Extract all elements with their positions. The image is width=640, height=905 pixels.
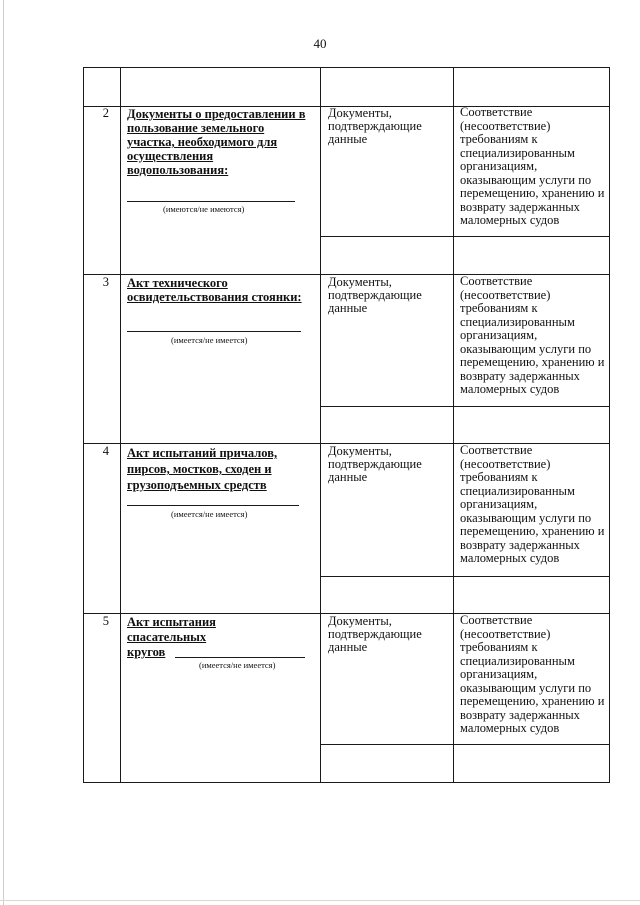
table-right-border xyxy=(609,67,610,783)
compliance-text: Соответствие (несоответствие) требованиям к специализированным организациям, оказывающим услуги по перемещению, хранению и возврату задержанных маломерных судов xyxy=(460,274,605,396)
page-number: 40 xyxy=(313,36,327,51)
presence-caption: (имеется/не имеется) xyxy=(171,335,248,345)
row-number: 2 xyxy=(102,106,109,120)
supporting-docs: Документы, подтверждающие данные xyxy=(328,106,422,146)
signature-line xyxy=(127,505,299,506)
column-divider xyxy=(453,67,454,783)
row-number: 4 xyxy=(102,444,109,458)
column-divider xyxy=(120,67,121,783)
row-title: Акт технического освидетельствования стоянки: xyxy=(127,276,302,304)
row-title: Акт испытаний причалов, пирсов, мостков, сходен и грузоподъемных средств xyxy=(127,446,278,492)
signature-line xyxy=(175,657,305,658)
subrow-divider xyxy=(320,406,609,407)
subrow-divider xyxy=(320,236,609,237)
supporting-docs: Документы, подтверждающие данные xyxy=(328,275,422,315)
row-number: 3 xyxy=(102,275,109,289)
row-title: Акт испытания спасательных кругов xyxy=(127,615,216,659)
scan-bottom-edge xyxy=(0,900,640,901)
supporting-docs: Документы, подтверждающие данные xyxy=(328,444,422,484)
subrow-divider xyxy=(320,576,609,577)
compliance-text: Соответствие (несоответствие) требованиям к специализированным организациям, оказывающим услуги по перемещению, хранению и возврату задержанных маломерных судов xyxy=(460,443,605,565)
signature-line xyxy=(127,201,295,202)
compliance-text: Соответствие (несоответствие) требованиям к специализированным организациям, оказывающим услуги по перемещению, хранению и возврату задержанных маломерных судов xyxy=(460,613,605,735)
compliance-text: Соответствие (несоответствие) требованиям к специализированным организациям, оказывающим услуги по перемещению, хранению и возврату задержанных маломерных судов xyxy=(460,105,605,227)
supporting-docs: Документы, подтверждающие данные xyxy=(328,614,422,654)
scan-edge xyxy=(3,0,4,905)
row-number: 5 xyxy=(102,614,109,628)
row-title: Документы о предоставлении в пользование земельного участка, необходимого для осуществления водопользования: xyxy=(127,107,306,177)
subrow-divider xyxy=(320,744,609,745)
presence-caption: (имеется/не имеется) xyxy=(171,509,248,519)
table-bottom-border xyxy=(83,782,610,783)
checklist-table xyxy=(83,67,610,783)
column-divider xyxy=(320,67,321,783)
presence-caption: (имеется/не имеется) xyxy=(199,660,276,670)
presence-caption: (имеются/не имеются) xyxy=(163,204,245,214)
table-left-border xyxy=(83,67,84,783)
signature-line xyxy=(127,331,301,332)
table-top-border xyxy=(83,67,610,68)
